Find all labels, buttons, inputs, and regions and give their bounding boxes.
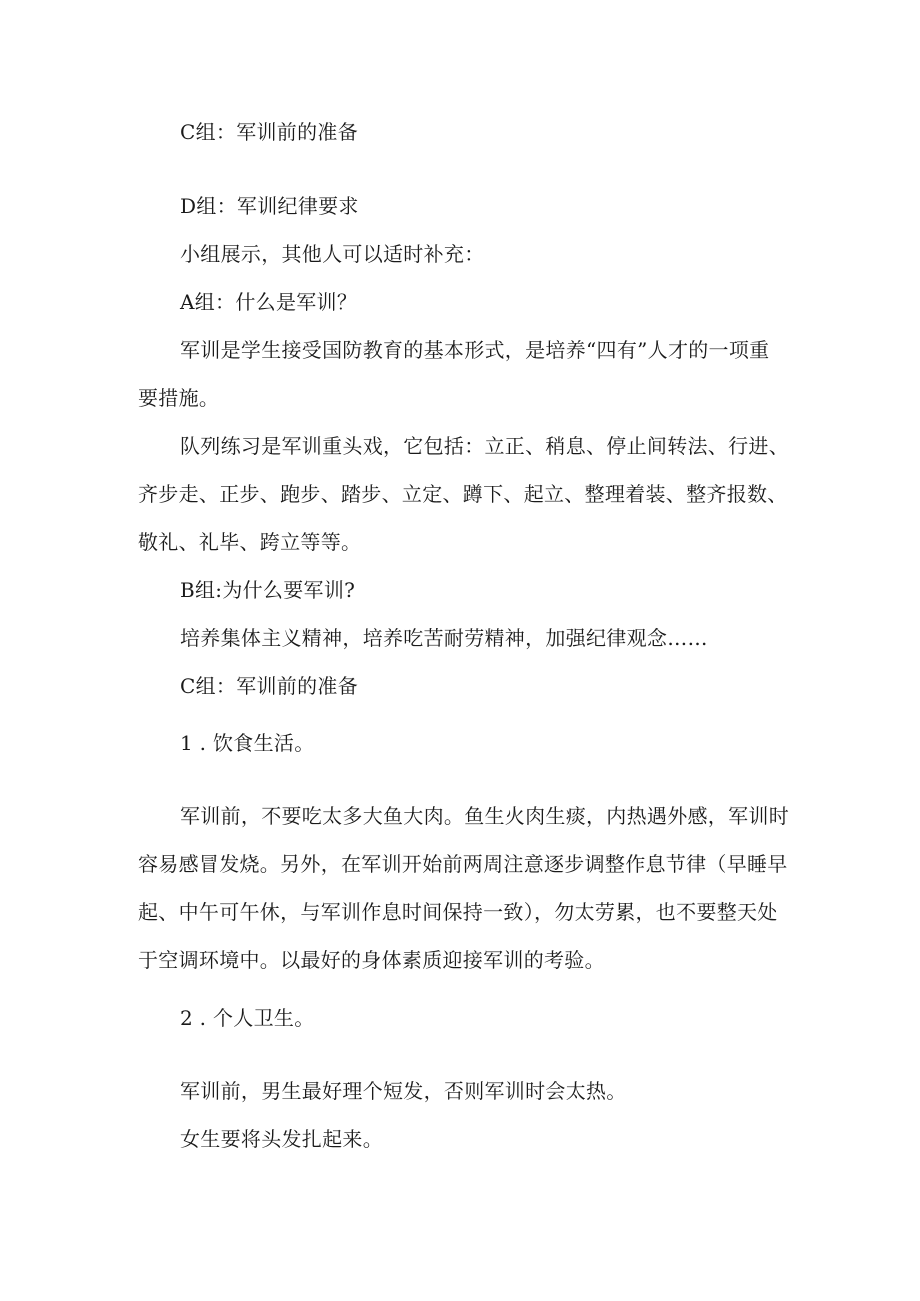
paragraph-line: 要措施。 bbox=[138, 386, 220, 410]
paragraph-line: 军训前，不要吃太多大鱼大肉。鱼生火肉生痰，内热遇外感，军训时 bbox=[180, 804, 789, 828]
paragraph-line: 起、中午可午休，与军训作息时间保持一致），勿太劳累，也不要整天处 bbox=[138, 900, 778, 924]
numbered-item: 2 . 个人卫生。 bbox=[180, 1006, 315, 1030]
paragraph-line: 容易感冒发烧。另外，在军训开始前两周注意逐步调整作息节律（早睡早 bbox=[138, 852, 788, 876]
paragraph-line: 队列练习是军训重头戏，它包括：立正、稍息、停止间转法、行进、 bbox=[180, 434, 789, 458]
paragraph-line: 于空调环境中。以最好的身体素质迎接军训的考验。 bbox=[138, 948, 605, 972]
numbered-item: 1 . 饮食生活。 bbox=[180, 731, 315, 755]
group-a-heading: A组：什么是军训？ bbox=[180, 290, 358, 314]
paragraph-line: 齐步走、正步、跑步、踏步、立定、蹲下、起立、整理着装、整齐报数、 bbox=[138, 482, 788, 506]
group-c-heading-repeat: C组：军训前的准备 bbox=[180, 674, 359, 698]
paragraph-line: 军训前，男生最好理个短发，否则军训时会太热。 bbox=[180, 1079, 627, 1103]
group-b-heading: B组:为什么要军训? bbox=[180, 578, 356, 602]
paragraph-line: 培养集体主义精神，培养吃苦耐劳精神，加强纪律观念…… bbox=[180, 626, 708, 650]
paragraph-line: 敬礼、礼毕、跨立等等。 bbox=[138, 530, 362, 554]
paragraph-line: 军训是学生接受国防教育的基本形式，是培养“四有”人才的一项重 bbox=[180, 338, 770, 362]
paragraph-line: 女生要将头发扎起来。 bbox=[180, 1127, 383, 1151]
group-show-intro: 小组展示，其他人可以适时补充： bbox=[180, 242, 485, 266]
group-c-heading: C组：军训前的准备 bbox=[180, 120, 359, 144]
group-d-heading: D组：军训纪律要求 bbox=[180, 194, 359, 218]
